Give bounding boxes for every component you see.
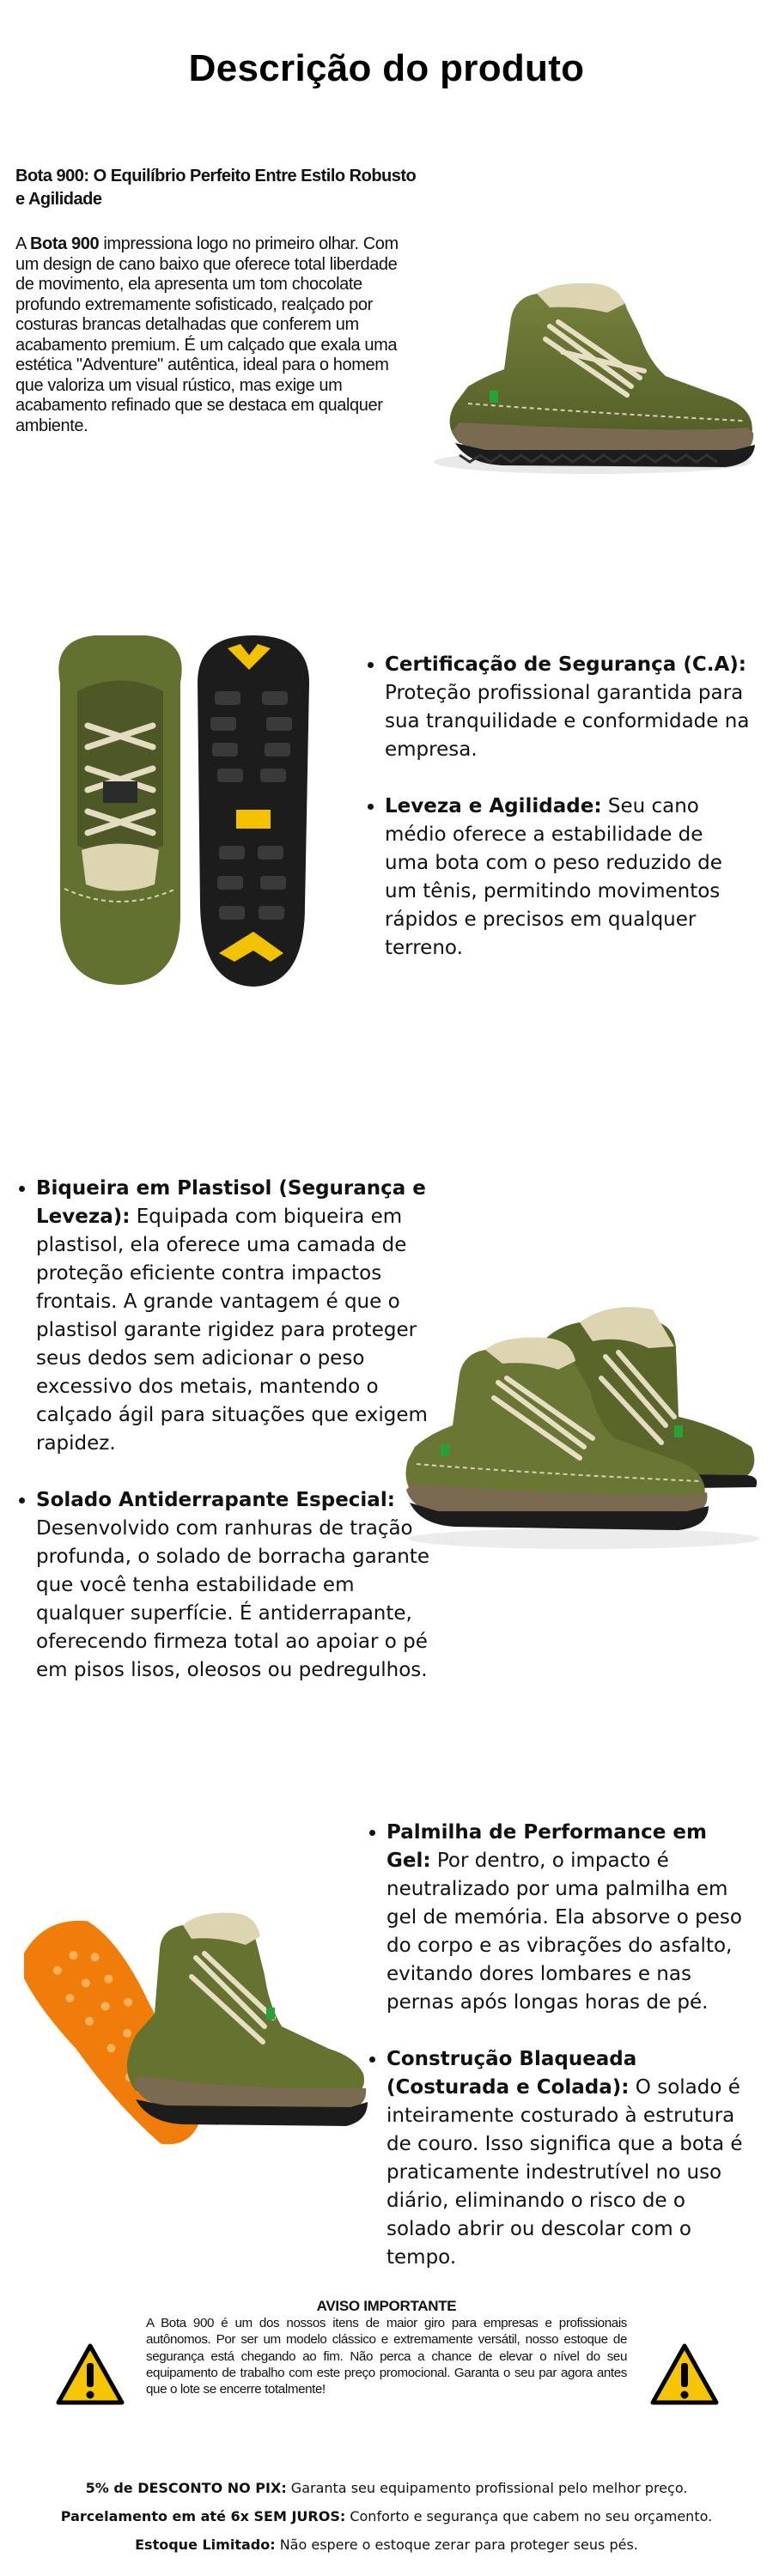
intro-text-product: Bota 900	[30, 234, 100, 253]
promo-label: 5% de DESCONTO NO PIX:	[85, 2480, 287, 2496]
intro-text-body: impressiona logo no primeiro olhar. Com um design de cano baixo que oferece total liberdade de movimento, ela apresenta um tom chocolate profundo extremamente sofisticado, realçado por costuras brancas detalhadas que conferem um acabamento premium. É um calçado que exala uma estética "Adventure" autêntica, ideal para o homem que valoriza um visual rústico, mas exige um acabamento refinado que se destaca em qualquer ambiente.	[15, 234, 399, 435]
intro-paragraph	[15, 234, 419, 436]
features-list-1	[359, 651, 750, 963]
boot-side-view-image	[408, 275, 769, 481]
features-list-2	[10, 1175, 431, 1685]
boot-pair-image	[391, 1297, 769, 1554]
promo-label: Parcelamento em até 6x SEM JUROS:	[60, 2508, 346, 2524]
feature-text: Proteção profissional garantida para sua tranquilidade e conformidade na empresa.	[385, 682, 750, 761]
notice-title: AVISO IMPORTANTE	[316, 2298, 457, 2314]
feature-item-ca	[385, 651, 750, 764]
promo-text: Conforto e segurança que cabem no seu orçamento.	[345, 2508, 713, 2524]
promo-pix-discount	[0, 2480, 773, 2496]
intro-heading: Bota 900: O Equilíbrio Perfeito Entre Estilo Robusto e Agilidade	[15, 167, 417, 209]
feature-text: Por dentro, o impacto é neutralizado por uma palmilha em gel de memória. Ela absorve o peso do corpo e as vibrações do asfalto, evitando dores lombares e nas pernas após longas horas de pé.	[386, 1850, 742, 2014]
feature-text: Seu cano médio oferece a estabilidade de uma bota com o peso reduzido de um tênis, permitindo movimentos rápidos e precisos em qualquer terreno.	[385, 795, 722, 959]
feature-text: Equipada com biqueira em plastisol, ela oferece uma camada de proteção eficiente contra impactos frontais. A grande vantagem é que o plastisol garante rigidez para proteger seus dedos sem adicionar o peso excessivo dos metais, mantendo o calçado ágil para situações que exigem rapidez.	[36, 1206, 428, 1455]
feature-item-solado	[36, 1486, 431, 1685]
feature-title: Solado Antiderrapante Especial:	[36, 1489, 395, 1511]
promo-text: Garanta seu equipamento profissional pelo melhor preço.	[286, 2480, 688, 2496]
promo-limited-stock	[0, 2537, 773, 2553]
page-title: Descrição do produto	[188, 47, 585, 89]
feature-title: Certificação de Segurança (C.A):	[385, 653, 746, 676]
feature-title: Construção Blaqueada (Costurada e Colada):	[386, 2048, 637, 2099]
feature-text: O solado é inteiramente costurado à estrutura de couro. Isso significa que a bota é praticamente indestrutível no uso diário, eliminando o risco de o solado abrir ou descolar com o tempo.	[386, 2076, 743, 2269]
feature-text: Desenvolvido com ranhuras de tração profunda, o solado de borracha garante que você tenha estabilidade em qualquer superfície. É antiderrapante, oferecendo firmeza total ao apoiar o pé em pisos lisos, oleosos ou pedregulhos.	[36, 1517, 430, 1681]
intro-text-prefix: A	[15, 234, 30, 253]
feature-title: Biqueira em Plastisol (Segurança e Leveza):	[36, 1177, 426, 1228]
promo-label: Estoque Limitado:	[135, 2537, 276, 2553]
feature-title: Palmilha de Performance em Gel:	[386, 1821, 707, 1872]
warning-icon	[55, 2342, 125, 2406]
boot-insole-image	[24, 1898, 368, 2181]
promo-text: Não espere o estoque zerar para proteger seus pés.	[275, 2537, 638, 2553]
boot-top-view-image	[43, 631, 198, 992]
warning-icon	[649, 2342, 720, 2406]
feature-title: Leveza e Agilidade:	[385, 795, 602, 817]
feature-item-palmilha	[386, 1819, 754, 2017]
boot-sole-image	[176, 631, 326, 992]
feature-item-biqueira	[36, 1175, 431, 1458]
feature-item-leveza	[385, 793, 750, 963]
features-list-3	[361, 1819, 754, 2272]
feature-item-construcao	[386, 2045, 754, 2272]
notice-text: A Bota 900 é um dos nossos itens de maior giro para empresas e profissionais autônomos. Por ser um modelo clássico e extremamente versátil, nosso estoque de segurança está chegando ao fim. Não perca a chance de elevar o nível do seu equipamento de trabalho com este preço promocional. Garanta o seu par agora antes que o lote se encerre totalmente!	[146, 2316, 627, 2397]
promo-installments	[0, 2508, 773, 2524]
